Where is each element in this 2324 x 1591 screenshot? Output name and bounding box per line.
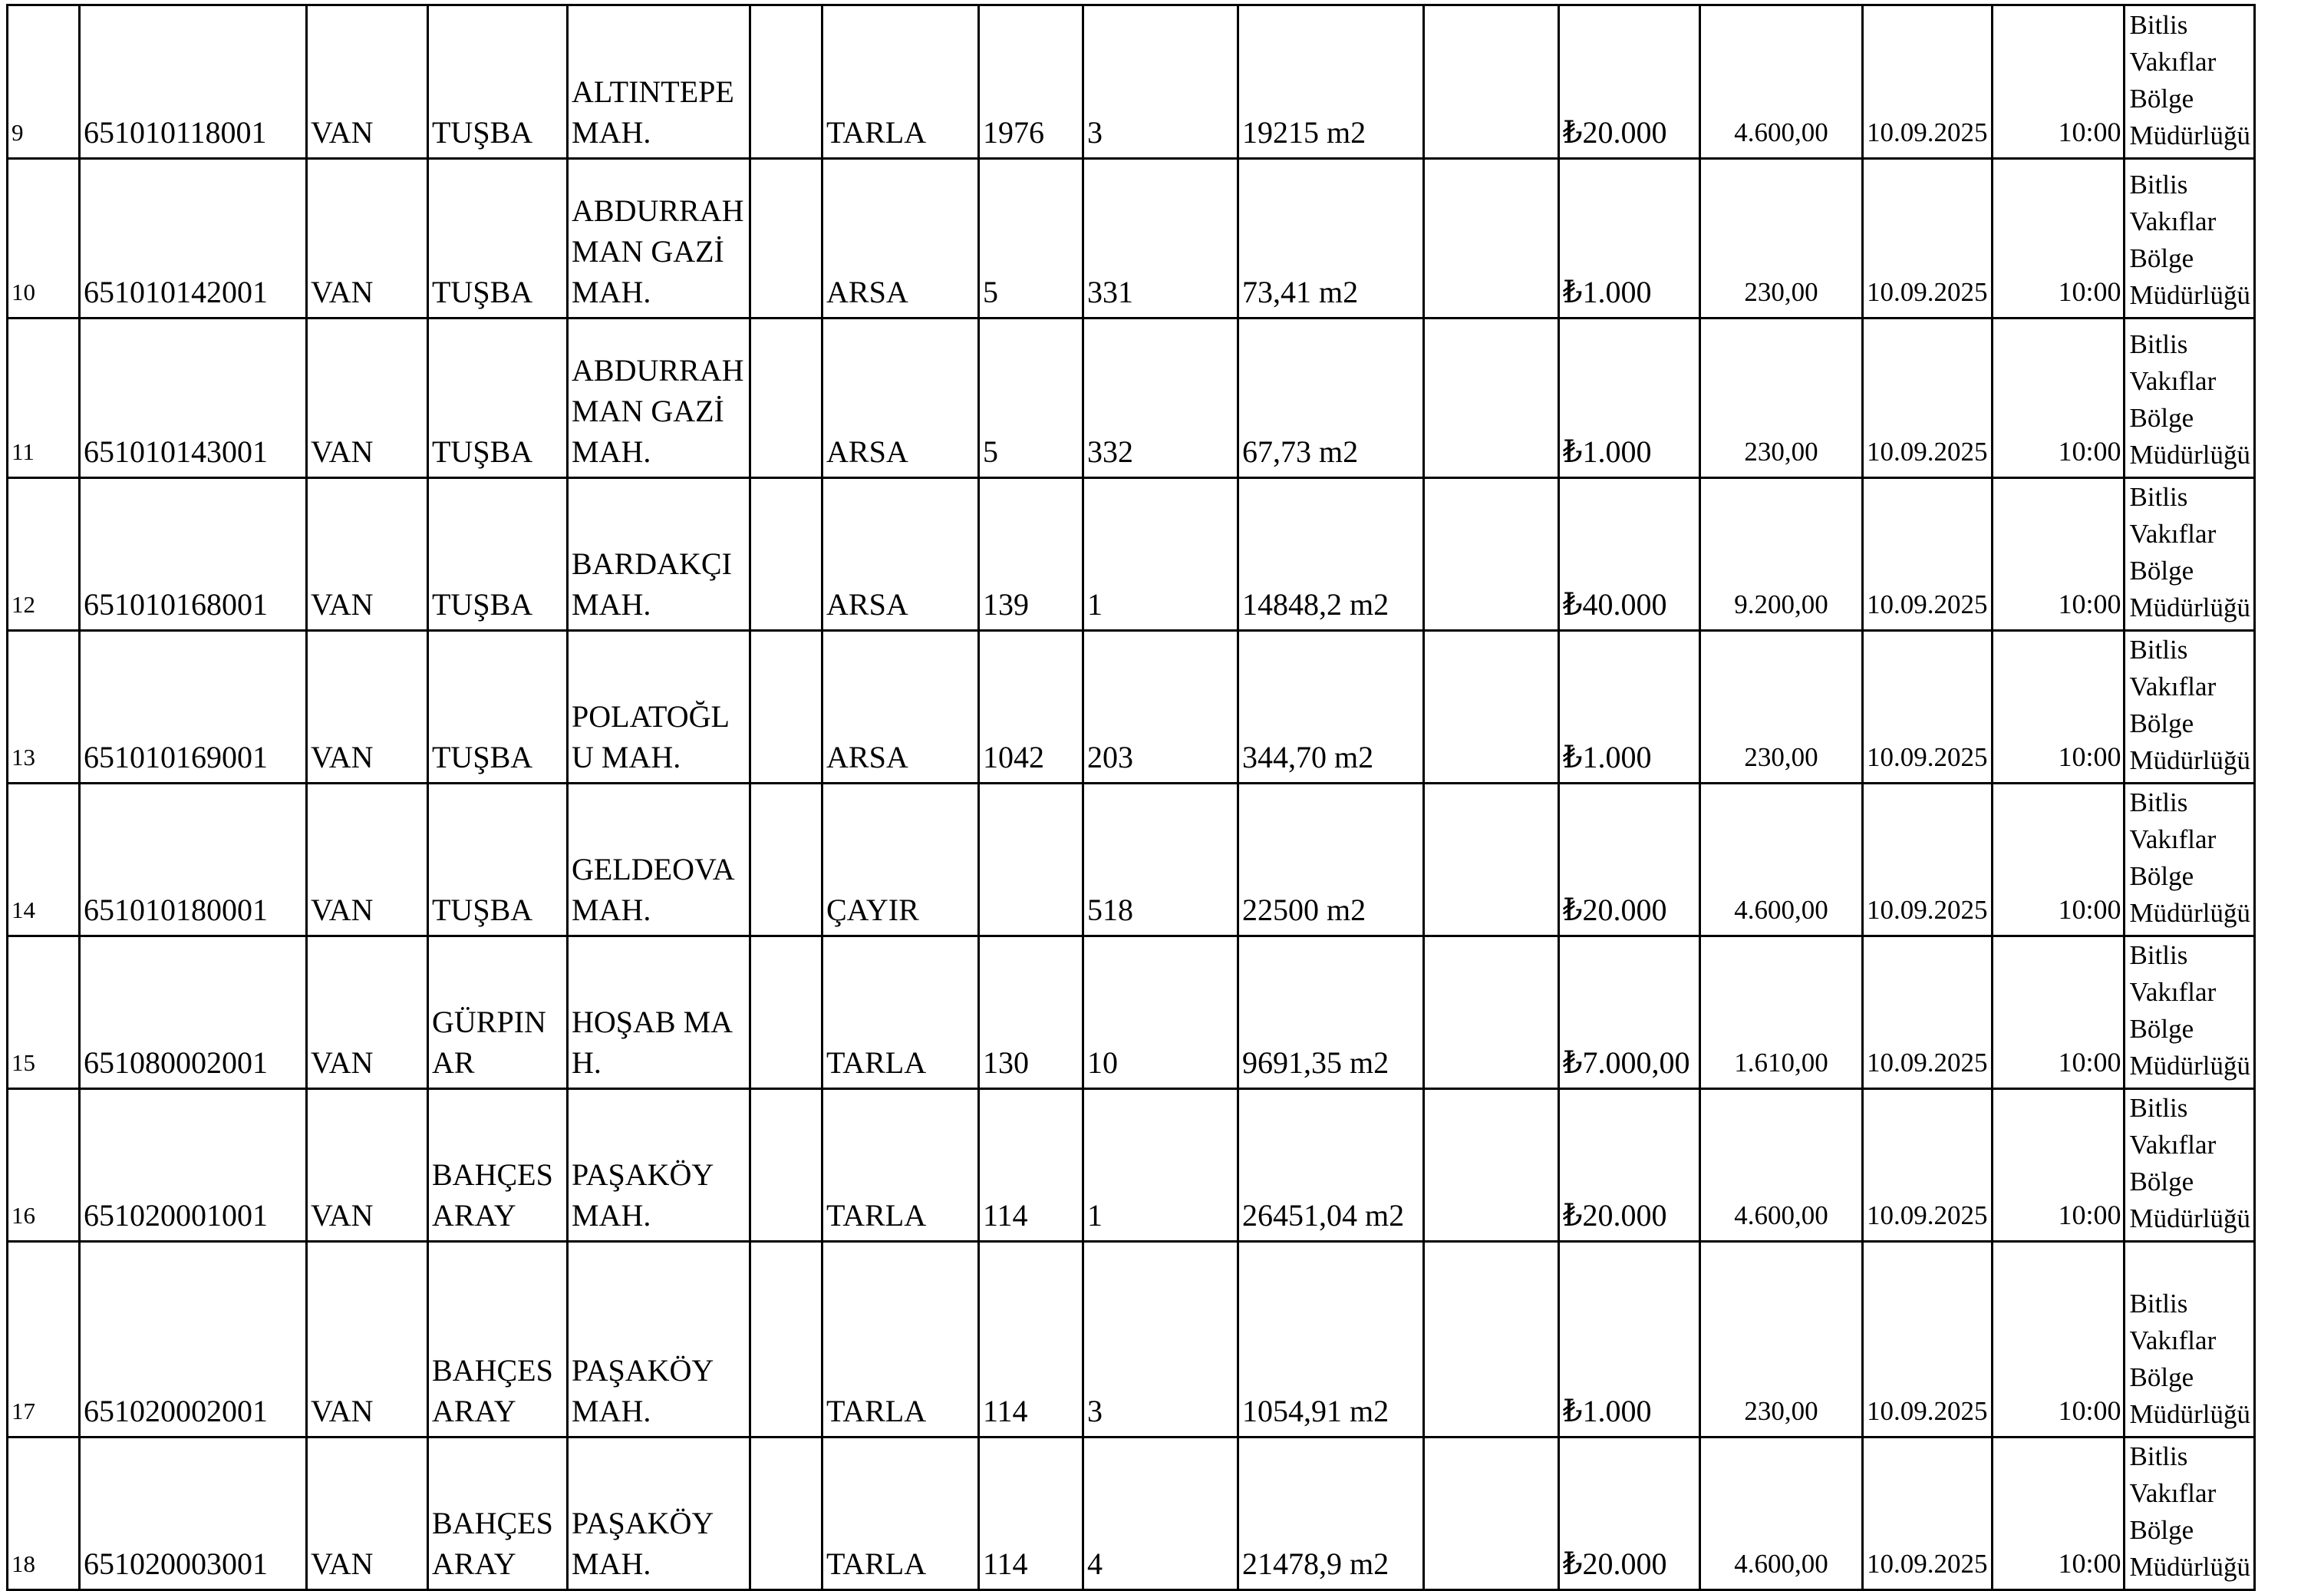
auction-date: 10.09.2025 [1863,1089,1993,1242]
empty-cell [1424,1438,1559,1590]
province: VAN [307,159,428,319]
neighbourhood: ALTINTEPE MAH. [568,5,750,159]
block-number: 1976 [979,5,1083,159]
parcel-number: 1 [1083,1089,1238,1242]
district: TUŞBA [428,784,568,936]
area: 22500 m2 [1238,784,1424,936]
empty-cell [750,784,822,936]
empty-cell [1424,936,1559,1089]
table-row [8,631,2255,784]
table-row [8,478,2255,631]
deposit: 9.200,00 [1700,478,1863,631]
area: 344,70 m2 [1238,631,1424,784]
empty-cell [750,936,822,1089]
empty-cell [750,1242,822,1438]
empty-cell [750,631,822,784]
row-number: 13 [8,631,80,784]
empty-cell [1424,784,1559,936]
auction-date: 10.09.2025 [1863,5,1993,159]
auction-time: 10:00 [1992,1242,2124,1438]
block-number: 114 [979,1089,1083,1242]
land-type: TARLA [822,1089,979,1242]
province: VAN [307,319,428,478]
empty-cell [750,478,822,631]
auction-time: 10:00 [1992,1089,2124,1242]
office-name-line: Vakıflar [2129,672,2217,701]
block-number: 130 [979,936,1083,1089]
district: TUŞBA [428,5,568,159]
area: 19215 m2 [1238,5,1424,159]
table-row [8,319,2255,478]
auction-time: 10:00 [1992,319,2124,478]
parcel-code: 651080002001 [80,936,307,1089]
province: VAN [307,631,428,784]
row-number: 17 [8,1242,80,1438]
office-name-line: Bitlis [2129,1289,2188,1319]
office-name-line: Vakıflar [2129,977,2217,1007]
row-number: 11 [8,319,80,478]
empty-cell [1424,319,1559,478]
district: BAHÇESARAY [428,1089,568,1242]
auction-date: 10.09.2025 [1863,1438,1993,1590]
empty-cell [1424,1089,1559,1242]
office-name-line: Vakıflar [2129,206,2217,236]
row-number: 9 [8,5,80,159]
empty-cell [1424,159,1559,319]
row-number: 14 [8,784,80,936]
parcel-code: 651010168001 [80,478,307,631]
empty-cell [1424,478,1559,631]
province: VAN [307,478,428,631]
parcel-number: 3 [1083,5,1238,159]
office-name-line: Müdürlüğü [2129,898,2250,928]
district: TUŞBA [428,319,568,478]
office-name-line: Bitlis [2129,1441,2188,1471]
area: 26451,04 m2 [1238,1089,1424,1242]
district: TUŞBA [428,631,568,784]
table-row [8,1242,2255,1438]
parcel-code: 651020001001 [80,1089,307,1242]
office-name [2124,1089,2255,1242]
estimated-price: ₺20.000 [1559,5,1700,159]
office-name-line: Müdürlüğü [2129,1399,2250,1429]
block-number: 114 [979,1438,1083,1590]
auction-date: 10.09.2025 [1863,784,1993,936]
area: 73,41 m2 [1238,159,1424,319]
office-name [2124,631,2255,784]
table-body [8,5,2255,1590]
table-row [8,784,2255,936]
estimated-price: ₺20.000 [1559,784,1700,936]
estimated-price: ₺1.000 [1559,159,1700,319]
office-name [2124,159,2255,319]
estimated-price: ₺1.000 [1559,1242,1700,1438]
office-name-line: Müdürlüğü [2129,1051,2250,1081]
office-name-line: Vakıflar [2129,366,2217,396]
office-name-line: Bitlis [2129,10,2188,40]
office-name-line: Bölge [2129,403,2194,433]
land-type: ARSA [822,319,979,478]
auction-date: 10.09.2025 [1863,936,1993,1089]
empty-cell [1424,5,1559,159]
deposit: 230,00 [1700,159,1863,319]
province: VAN [307,1089,428,1242]
auction-time: 10:00 [1992,631,2124,784]
table-row [8,5,2255,159]
land-type: ÇAYIR [822,784,979,936]
block-number: 5 [979,319,1083,478]
neighbourhood: HOŞAB MAH. [568,936,750,1089]
neighbourhood: PAŞAKÖY MAH. [568,1089,750,1242]
empty-cell [1424,1242,1559,1438]
empty-cell [750,319,822,478]
deposit: 230,00 [1700,319,1863,478]
office-name-line: Bölge [2129,708,2194,738]
area: 1054,91 m2 [1238,1242,1424,1438]
deposit: 4.600,00 [1700,1089,1863,1242]
province: VAN [307,1242,428,1438]
office-name-line: Müdürlüğü [2129,592,2250,622]
province: VAN [307,936,428,1089]
district: BAHÇESARAY [428,1242,568,1438]
office-name-line: Müdürlüğü [2129,745,2250,775]
block-number: 114 [979,1242,1083,1438]
office-name-line: Vakıflar [2129,824,2217,854]
parcel-code: 651010118001 [80,5,307,159]
estimated-price: ₺40.000 [1559,478,1700,631]
office-name [2124,478,2255,631]
auction-date: 10.09.2025 [1863,478,1993,631]
parcel-code: 651010180001 [80,784,307,936]
land-type: ARSA [822,159,979,319]
land-type: TARLA [822,1438,979,1590]
office-name-line: Bitlis [2129,940,2188,970]
empty-cell [750,1089,822,1242]
office-name-line: Vakıflar [2129,1130,2217,1160]
row-number: 12 [8,478,80,631]
parcel-code: 651010142001 [80,159,307,319]
office-name-line: Bitlis [2129,170,2188,200]
auction-time: 10:00 [1992,784,2124,936]
area: 14848,2 m2 [1238,478,1424,631]
row-number: 18 [8,1438,80,1590]
office-name-line: Vakıflar [2129,47,2217,77]
auction-time: 10:00 [1992,159,2124,319]
office-name-line: Bitlis [2129,482,2188,512]
office-name-line: Bitlis [2129,329,2188,359]
parcel-number: 4 [1083,1438,1238,1590]
province: VAN [307,1438,428,1590]
neighbourhood: PAŞAKÖY MAH. [568,1438,750,1590]
province: VAN [307,5,428,159]
area: 67,73 m2 [1238,319,1424,478]
land-type: TARLA [822,936,979,1089]
office-name-line: Vakıflar [2129,1478,2217,1508]
deposit: 230,00 [1700,631,1863,784]
parcel-code: 651020002001 [80,1242,307,1438]
province: VAN [307,784,428,936]
land-type: TARLA [822,5,979,159]
row-number: 15 [8,936,80,1089]
deposit: 4.600,00 [1700,5,1863,159]
auction-date: 10.09.2025 [1863,631,1993,784]
parcel-number: 331 [1083,159,1238,319]
district: TUŞBA [428,478,568,631]
neighbourhood: BARDAKÇI MAH. [568,478,750,631]
deposit: 4.600,00 [1700,784,1863,936]
office-name [2124,936,2255,1089]
table-row [8,159,2255,319]
auction-time: 10:00 [1992,478,2124,631]
auction-date: 10.09.2025 [1863,1242,1993,1438]
table-row [8,1438,2255,1590]
office-name [2124,784,2255,936]
auction-time: 10:00 [1992,5,2124,159]
block-number: 139 [979,478,1083,631]
office-name-line: Bitlis [2129,635,2188,665]
office-name-line: Bölge [2129,1515,2194,1545]
block-number: 5 [979,159,1083,319]
office-name-line: Bölge [2129,84,2194,114]
office-name [2124,1242,2255,1438]
empty-cell [1424,631,1559,784]
block-number [979,784,1083,936]
office-name-line: Bölge [2129,243,2194,273]
estimated-price: ₺1.000 [1559,631,1700,784]
office-name [2124,5,2255,159]
auction-time: 10:00 [1992,1438,2124,1590]
land-type: ARSA [822,631,979,784]
parcel-number: 3 [1083,1242,1238,1438]
office-name-line: Bitlis [2129,787,2188,817]
area: 9691,35 m2 [1238,936,1424,1089]
district: GÜRPINAR [428,936,568,1089]
office-name [2124,319,2255,478]
office-name-line: Müdürlüğü [2129,440,2250,470]
deposit: 230,00 [1700,1242,1863,1438]
district: TUŞBA [428,159,568,319]
deposit: 1.610,00 [1700,936,1863,1089]
office-name-line: Bölge [2129,1362,2194,1392]
office-name-line: Bölge [2129,556,2194,586]
estimated-price: ₺7.000,00 [1559,936,1700,1089]
parcel-number: 203 [1083,631,1238,784]
row-number: 10 [8,159,80,319]
estimated-price: ₺20.000 [1559,1438,1700,1590]
district: BAHÇESARAY [428,1438,568,1590]
office-name-line: Bölge [2129,1014,2194,1044]
estimated-price: ₺20.000 [1559,1089,1700,1242]
empty-cell [750,5,822,159]
neighbourhood: ABDURRAHMAN GAZİ MAH. [568,159,750,319]
office-name-line: Müdürlüğü [2129,280,2250,310]
land-type: TARLA [822,1242,979,1438]
neighbourhood: GELDEOVA MAH. [568,784,750,936]
area: 21478,9 m2 [1238,1438,1424,1590]
office-name-line: Vakıflar [2129,1325,2217,1355]
office-name-line: Bölge [2129,1167,2194,1197]
parcel-number: 518 [1083,784,1238,936]
parcel-code: 651010169001 [80,631,307,784]
deposit: 4.600,00 [1700,1438,1863,1590]
parcel-number: 1 [1083,478,1238,631]
empty-cell [750,1438,822,1590]
parcel-code: 651010143001 [80,319,307,478]
estimated-price: ₺1.000 [1559,319,1700,478]
land-type: ARSA [822,478,979,631]
auction-table [6,4,2256,1591]
office-name-line: Müdürlüğü [2129,1203,2250,1233]
office-name-line: Müdürlüğü [2129,120,2250,150]
row-number: 16 [8,1089,80,1242]
parcel-code: 651020003001 [80,1438,307,1590]
neighbourhood: ABDURRAHMAN GAZİ MAH. [568,319,750,478]
neighbourhood: PAŞAKÖY MAH. [568,1242,750,1438]
neighbourhood: POLATOĞLU MAH. [568,631,750,784]
office-name-line: Bitlis [2129,1093,2188,1123]
auction-date: 10.09.2025 [1863,159,1993,319]
office-name-line: Müdürlüğü [2129,1552,2250,1582]
block-number: 1042 [979,631,1083,784]
table-row [8,936,2255,1089]
empty-cell [750,159,822,319]
office-name [2124,1438,2255,1590]
auction-date: 10.09.2025 [1863,319,1993,478]
parcel-number: 332 [1083,319,1238,478]
parcel-number: 10 [1083,936,1238,1089]
office-name-line: Bölge [2129,861,2194,891]
table-row [8,1089,2255,1242]
auction-time: 10:00 [1992,936,2124,1089]
office-name-line: Vakıflar [2129,519,2217,549]
